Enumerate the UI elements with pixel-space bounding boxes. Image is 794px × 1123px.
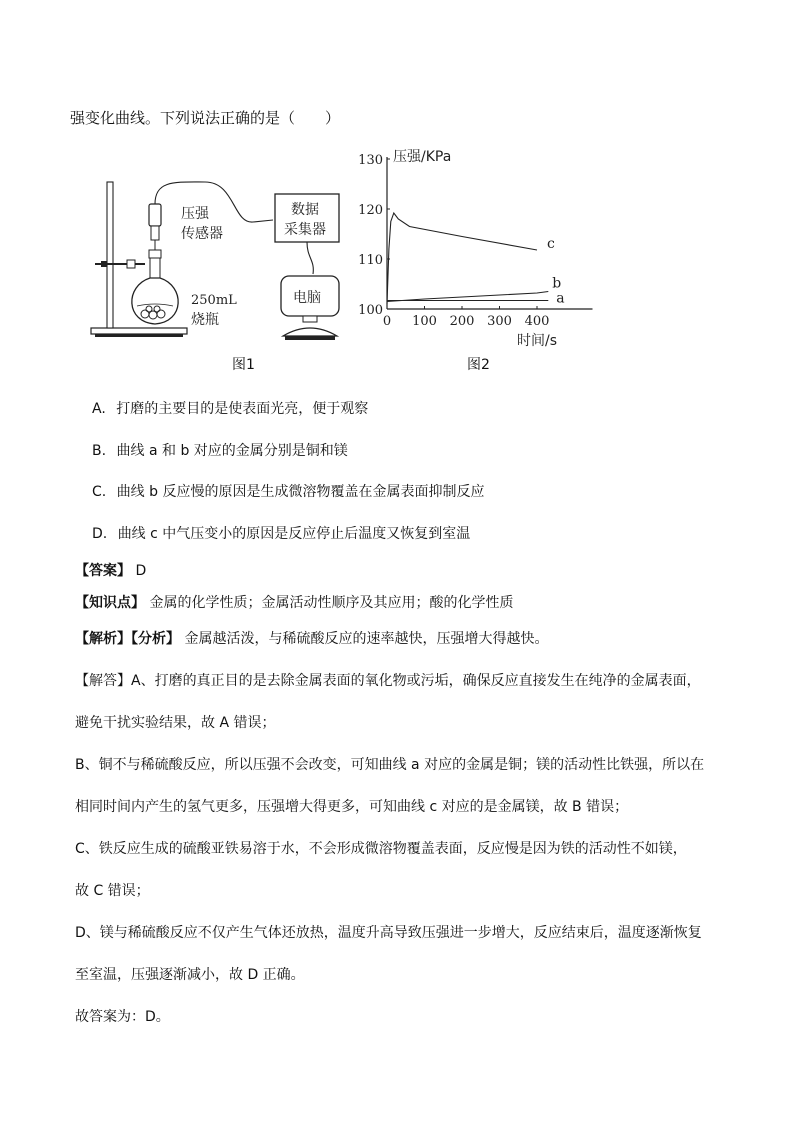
- stand-rod: [107, 182, 113, 328]
- series-c-line: [387, 213, 537, 304]
- collector-label-1: 数据: [291, 202, 319, 218]
- y-axis-label: 压强/KPa: [393, 149, 452, 165]
- solution-line-6: 故 C 错误；: [75, 883, 150, 899]
- figure2-pressure-chart: [355, 145, 605, 355]
- option-d-text: 曲线 c 中气压变小的原因是反应停止后温度又恢复到室温: [117, 526, 471, 542]
- series-a-label: a: [556, 290, 565, 307]
- option-a-text: 打磨的主要目的是使表面光亮，便于观察: [116, 401, 369, 417]
- answer-value: D: [135, 563, 147, 579]
- analysis-text: 金属越活泼，与稀硫酸反应的速率越快，压强增大得越快。: [184, 631, 549, 647]
- option-c[interactable]: [92, 481, 484, 501]
- option-b-label: B.: [92, 443, 107, 459]
- x-tick-label: 400: [524, 314, 550, 329]
- y-tick-label: 100: [358, 303, 383, 318]
- solution-line-1: 【解答】A、打磨的真正目的是去除金属表面的氧化物或污垢，确保反应直接发生在纯净的金属表面，: [75, 673, 701, 689]
- solution-line-7: D、镁与稀硫酸反应不仅产生气体还放热，温度升高导致压强进一步增大，反应结束后，温度逐渐恢复: [75, 925, 702, 941]
- analysis-line: [75, 628, 548, 648]
- figure1-apparatus: [85, 170, 355, 370]
- x-tick-label: 100: [412, 314, 437, 329]
- option-a-label: A.: [92, 401, 106, 417]
- solution-line-5: C、铁反应生成的硫酸亚铁易溶于水，不会形成微溶物覆盖表面，反应慢是因为铁的活动性不如镁，: [75, 841, 687, 857]
- y-tick-label: 120: [358, 203, 383, 218]
- knowledge-line: [75, 592, 513, 612]
- series-c-label: c: [547, 236, 555, 252]
- y-tick-label: 110: [358, 253, 383, 268]
- option-d-label: D.: [92, 526, 108, 542]
- option-b[interactable]: [92, 440, 348, 460]
- y-tick-label: 130: [358, 153, 383, 168]
- flask-label-2: 烧瓶: [191, 312, 219, 328]
- solution-line-9: 故答案为：D。: [75, 1009, 170, 1025]
- knowledge-text: 金属的化学性质；金属活动性顺序及其应用；酸的化学性质: [149, 595, 514, 611]
- figure1-caption: 图1: [232, 357, 255, 373]
- x-tick-label: 300: [487, 314, 512, 329]
- option-a[interactable]: [92, 398, 368, 418]
- answer-label: 【答案】: [75, 563, 131, 579]
- solution-line-3: B、铜不与稀硫酸反应，所以压强不会改变，可知曲线 a 对应的金属是铜；镁的活动性比铁强，所以在: [75, 757, 705, 773]
- series-b-label: b: [552, 275, 562, 292]
- collector-label-2: 采集器: [284, 222, 326, 238]
- answer-line: [75, 560, 146, 580]
- solution-line-2: 避免干扰实验结果，故 A 错误；: [75, 715, 276, 731]
- option-d[interactable]: [92, 523, 470, 543]
- option-b-text: 曲线 a 和 b 对应的金属分别是铜和镁: [116, 443, 348, 459]
- sensor-label-2: 传感器: [181, 226, 223, 242]
- x-tick-label: 200: [449, 314, 475, 329]
- sensor-cable: [155, 182, 273, 222]
- option-c-label: C.: [92, 484, 107, 500]
- option-c-text: 曲线 b 反应慢的原因是生成微溶物覆盖在金属表面抑制反应: [116, 484, 485, 500]
- x-tick-label: 0: [382, 314, 392, 329]
- figure2-caption: 图2: [467, 357, 490, 373]
- flask-label-1: 250mL: [191, 293, 237, 308]
- computer-label: 电脑: [293, 290, 321, 306]
- question-stem: 强变化曲线。下列说法正确的是（ ）: [70, 109, 341, 127]
- solution-line-8: 至室温，压强逐渐减小，故 D 正确。: [75, 967, 305, 983]
- stand-base: [91, 328, 187, 334]
- solution-line-4: 相同时间内产生的氢气更多，压强增大得更多，可知曲线 c 对应的是金属镁，故 B 错误；: [75, 799, 629, 815]
- x-axis-label: 时间/s: [517, 333, 558, 349]
- knowledge-label: 【知识点】: [75, 595, 145, 611]
- analysis-label: 【解析】【分析】: [75, 631, 180, 647]
- sensor-label-1: 压强: [181, 206, 209, 222]
- flask: [132, 278, 178, 324]
- pressure-sensor: [149, 204, 161, 226]
